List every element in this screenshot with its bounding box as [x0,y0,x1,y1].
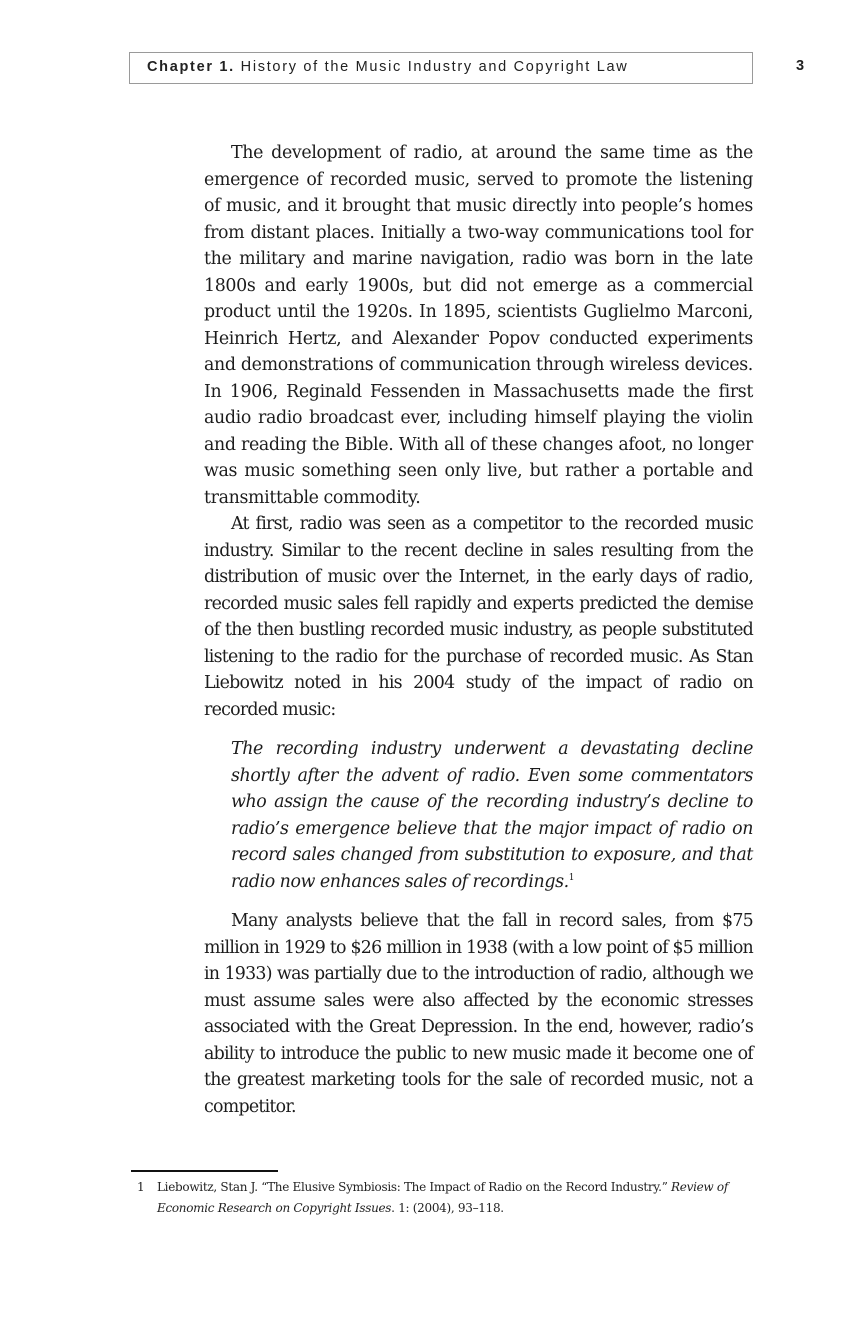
chapter-title: History of the Music Industry and Copyright Law [240,59,629,75]
paragraph-record-sales: Many analysts believe that the fall in record sales, from $75 million in 1929 to $26 million in 1938 (with a low point of $5 million in 1933) was partially due to the introduction of radio, although we must assume sales were also affected by the economic stresses associated with the Great Depression. In the end, however, radio’s ability to introduce the public to new music made it become one of the greatest marketing tools for the sale of recorded music, not a competitor. [204,911,753,1117]
block-quote-text: The recording industry underwent a devastating decline shortly after the advent of radio. Even some commentators who assign the cause of the recording industry’s decline to radio’s emergence believe that the major impact of radio on record sales changed from substitution to exposure, and that radio now enhances sales of recordings. [231,739,753,892]
footnote-text: Liebowitz, Stan J. “The Elusive Symbiosis: The Impact of Radio on the Record Industry.” [157,1180,668,1194]
footnote [137,1177,749,1218]
footnote-rule [131,1170,278,1172]
header-text [147,59,628,75]
footnote-citation: . 1: (2004), 93–118. [391,1200,504,1215]
paragraph-radio-development: The development of radio, at around the same time as the emergence of recorded music, served to promote the listening of music, and it brought that music directly into people’s homes from distant places. Initially a two-way communications tool for the military and marine navigation, radio was born in the late 1800s and early 1900s, but did not emerge as a commercial product until the 1920s. In 1895, scientists Guglielmo Marconi, Heinrich Hertz, and Alexander Popov conducted experiments and demonstrations of communication through wireless devices. In 1906, Reginald Fessenden in Massachusetts made the first audio radio broadcast ever, including himself playing the violin and reading the Bible. With all of these changes afoot, no longer was music something seen only live, but rather a portable and transmittable commodity. [204,143,753,508]
page-number: 3 [796,58,805,74]
running-header [129,52,753,84]
footnote-body [157,1177,749,1218]
block-quote [231,736,753,895]
main-text [204,140,753,1120]
footnote-reference[interactable]: 1 [568,872,575,883]
footnote-journal: Review of Economic Research on Copyright Issues [157,1180,728,1215]
chapter-label: Chapter 1. [147,59,235,75]
paragraph-radio-competitor: At first, radio was seen as a competitor to the recorded music industry. Similar to the recent decline in sales resulting from the distribution of music over the Internet, in the early days of radio, recorded music sales fell rapidly and experts predicted the demise of the then bustling recorded music industry, as people substituted listening to the radio for the purchase of recorded music. As Stan Liebowitz noted in his 2004 study of the impact of radio on recorded music: [204,514,753,720]
footnote-number: 1 [137,1180,145,1194]
